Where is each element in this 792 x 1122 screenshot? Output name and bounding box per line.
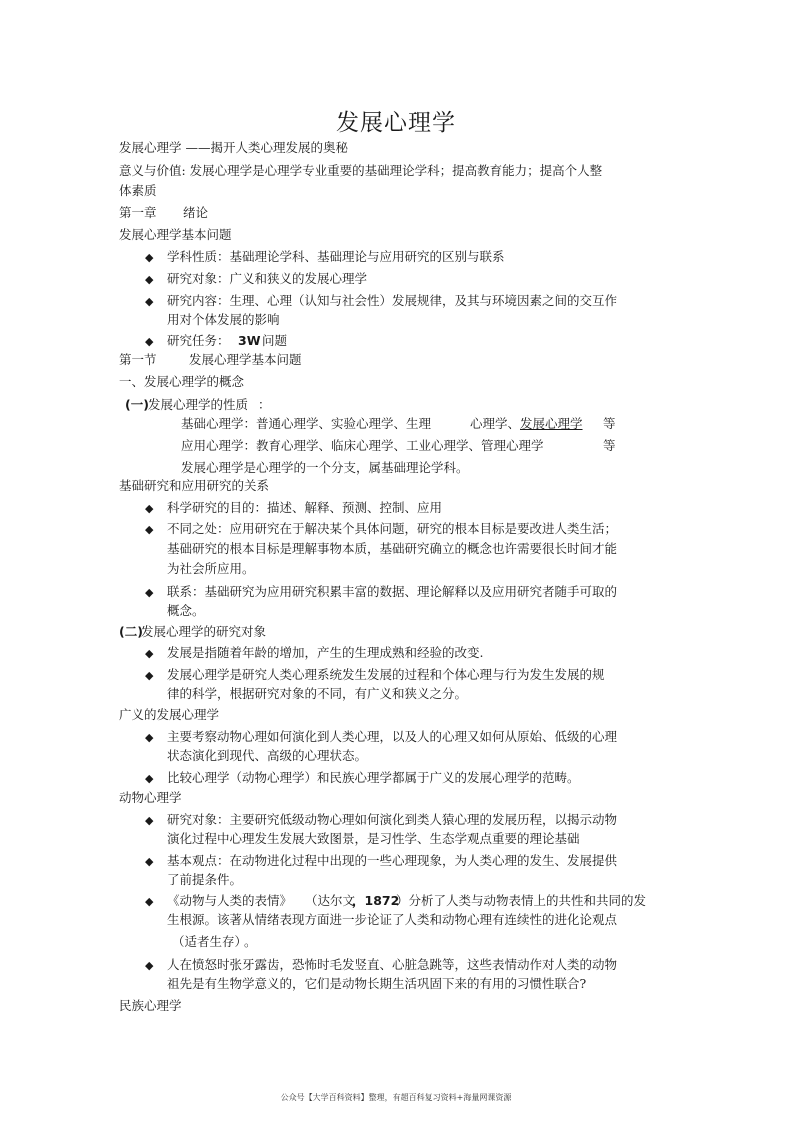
applied-psychology-etc: 等 — [603, 438, 616, 453]
bullet-icon: ◆ — [145, 959, 154, 972]
list-item: 发展是指随着年龄的增加，产生的生理成熟和经验的改变. — [167, 645, 484, 660]
bullet-icon: ◆ — [145, 647, 154, 660]
section-number: 第一节 — [119, 352, 157, 367]
heading-concept: 一、发展心理学的概念 — [119, 374, 245, 389]
list-item: 主要考察动物心理如何演化到人类心理，以及人的心理又如何从原始、低级的心理 — [167, 729, 618, 744]
bullet-icon: ◆ — [145, 855, 154, 868]
page-footer: 公众号【大学百科资料】整理，有超百科复习资料+海量网课资源 — [280, 1093, 512, 1102]
list-item-cont: 状态演化到现代、高级的心理状态。 — [167, 748, 368, 763]
list-item: 研究对象：广义和狭义的发展心理学 — [167, 271, 368, 286]
subheading-colon: ： — [258, 397, 271, 412]
bullet-icon: ◆ — [145, 586, 154, 599]
list-item: 发展心理学是研究人类心理系统发生发展的过程和个体心理与行为发生发展的规 — [167, 667, 605, 682]
page-title: 发展心理学 — [336, 110, 456, 136]
significance-line-cont: 体素质 — [119, 183, 157, 198]
subheading-number: (一) — [125, 397, 149, 412]
bullet-icon: ◆ — [145, 251, 154, 264]
list-item-cont: 生根源。该著从情绪表现方面进一步论证了人类和动物心理有连续性的进化论观点 — [167, 912, 618, 927]
chapter-number: 第一章 — [119, 205, 157, 220]
list-item-cont: 概念。 — [167, 603, 205, 618]
bullet-icon: ◆ — [145, 335, 154, 348]
list-item-cont: 律的科学，根据研究对象的不同，有广义和狭义之分。 — [167, 686, 468, 701]
section-heading: 发展心理学基本问题 — [119, 227, 232, 242]
chapter-title: 绪论 — [183, 205, 209, 220]
list-item-cont: 为社会所应用。 — [167, 561, 255, 576]
summary-line: 发展心理学是心理学的一个分支，属基础理论学科。 — [181, 460, 469, 475]
section-heading: 动物心理学 — [119, 790, 182, 805]
applied-psychology-line: 应用心理学：教育心理学、临床心理学、工业心理学、管理心理学 — [181, 438, 544, 453]
list-item: 不同之处：应用研究在于解决某个具体问题，研究的根本目标是要改进人类生活； — [167, 521, 618, 536]
subtitle-line: 发展心理学 ——揭开人类心理发展的奥秘 — [119, 140, 348, 155]
list-item: 学科性质：基础理论学科、基础理论与应用研究的区别与联系 — [167, 249, 505, 264]
list-item-cont: 用对个体发展的影响 — [167, 312, 280, 327]
basic-psychology-etc: 等 — [603, 416, 616, 431]
list-item: 比较心理学（动物心理学）和民族心理学都属于广义的发展心理学的范畴。 — [167, 770, 580, 785]
author: （达尔文 — [305, 893, 356, 908]
list-item-cont: 基础研究的根本目标是理解事物本质，基础研究确立的概念也许需要很长时间才能 — [167, 541, 618, 556]
list-item: ）分析了人类与动物表情上的共性和共同的发 — [396, 893, 647, 908]
section-heading: 基础研究和应用研究的关系 — [119, 478, 270, 493]
subheading: 发展心理学的研究对象 — [141, 624, 267, 639]
bullet-icon: ◆ — [145, 772, 154, 785]
subheading-number: (二) — [119, 624, 143, 639]
section-title: 发展心理学基本问题 — [189, 352, 302, 367]
basic-psychology-line: 心理学、 — [470, 416, 521, 431]
bullet-icon: ◆ — [145, 502, 154, 515]
basic-psychology-underlined: 发展心理学 — [520, 416, 583, 431]
bullet-icon: ◆ — [145, 895, 154, 908]
list-item: 问题 — [262, 333, 288, 348]
bullet-icon: ◆ — [145, 523, 154, 536]
list-item: 人在愤怒时张牙露齿，恐怖时毛发竖直、心脏急跳等，这些表情动作对人类的动物 — [167, 957, 618, 972]
list-item-period: 。 — [244, 934, 257, 949]
list-item: 基本观点：在动物进化过程中出现的一些心理现象，为人类心理的发生、发展提供 — [167, 853, 618, 868]
list-item-cont: 演化过程中心理发生发展大致图景，是习性学、生态学观点重要的理论基础 — [167, 831, 580, 846]
section-heading: 民族心理学 — [119, 998, 182, 1013]
list-item: 联系：基础研究为应用研究积累丰富的数据、理论解释以及应用研究者随手可取的 — [167, 584, 618, 599]
list-item-cont: 了前提条件。 — [167, 872, 243, 887]
basic-psychology-line: 基础心理学：普通心理学、实验心理学、生理 — [181, 416, 432, 431]
bullet-icon: ◆ — [145, 669, 154, 682]
list-item: 研究任务： — [167, 333, 230, 348]
list-item: 研究内容：生理、心理（认知与社会性）发展规律，及其与环境因素之间的交互作 — [167, 293, 618, 308]
list-item-cont: （适者生存） — [172, 934, 248, 949]
book-title: 《动物与人类的表情》 — [167, 893, 293, 908]
year: ，1872 — [352, 893, 400, 908]
bullet-icon: ◆ — [145, 295, 154, 308]
list-item-emphasis: 3W — [238, 333, 261, 348]
bullet-icon: ◆ — [145, 814, 154, 827]
subheading: 发展心理学的性质 — [148, 397, 249, 412]
list-item-cont: 祖先是有生物学意义的，它们是动物长期生活巩固下来的有用的习惯性联合? — [167, 976, 587, 991]
list-item: 研究对象：主要研究低级动物心理如何演化到类人猿心理的发展历程，以揭示动物 — [167, 812, 618, 827]
bullet-icon: ◆ — [145, 273, 154, 286]
significance-line: 意义与价值: 发展心理学是心理学专业重要的基础理论学科；提高教育能力；提高个人整 — [119, 163, 603, 178]
bullet-icon: ◆ — [145, 731, 154, 744]
section-heading: 广义的发展心理学 — [119, 707, 220, 722]
list-item: 科学研究的目的：描述、解释、预测、控制、应用 — [167, 500, 443, 515]
